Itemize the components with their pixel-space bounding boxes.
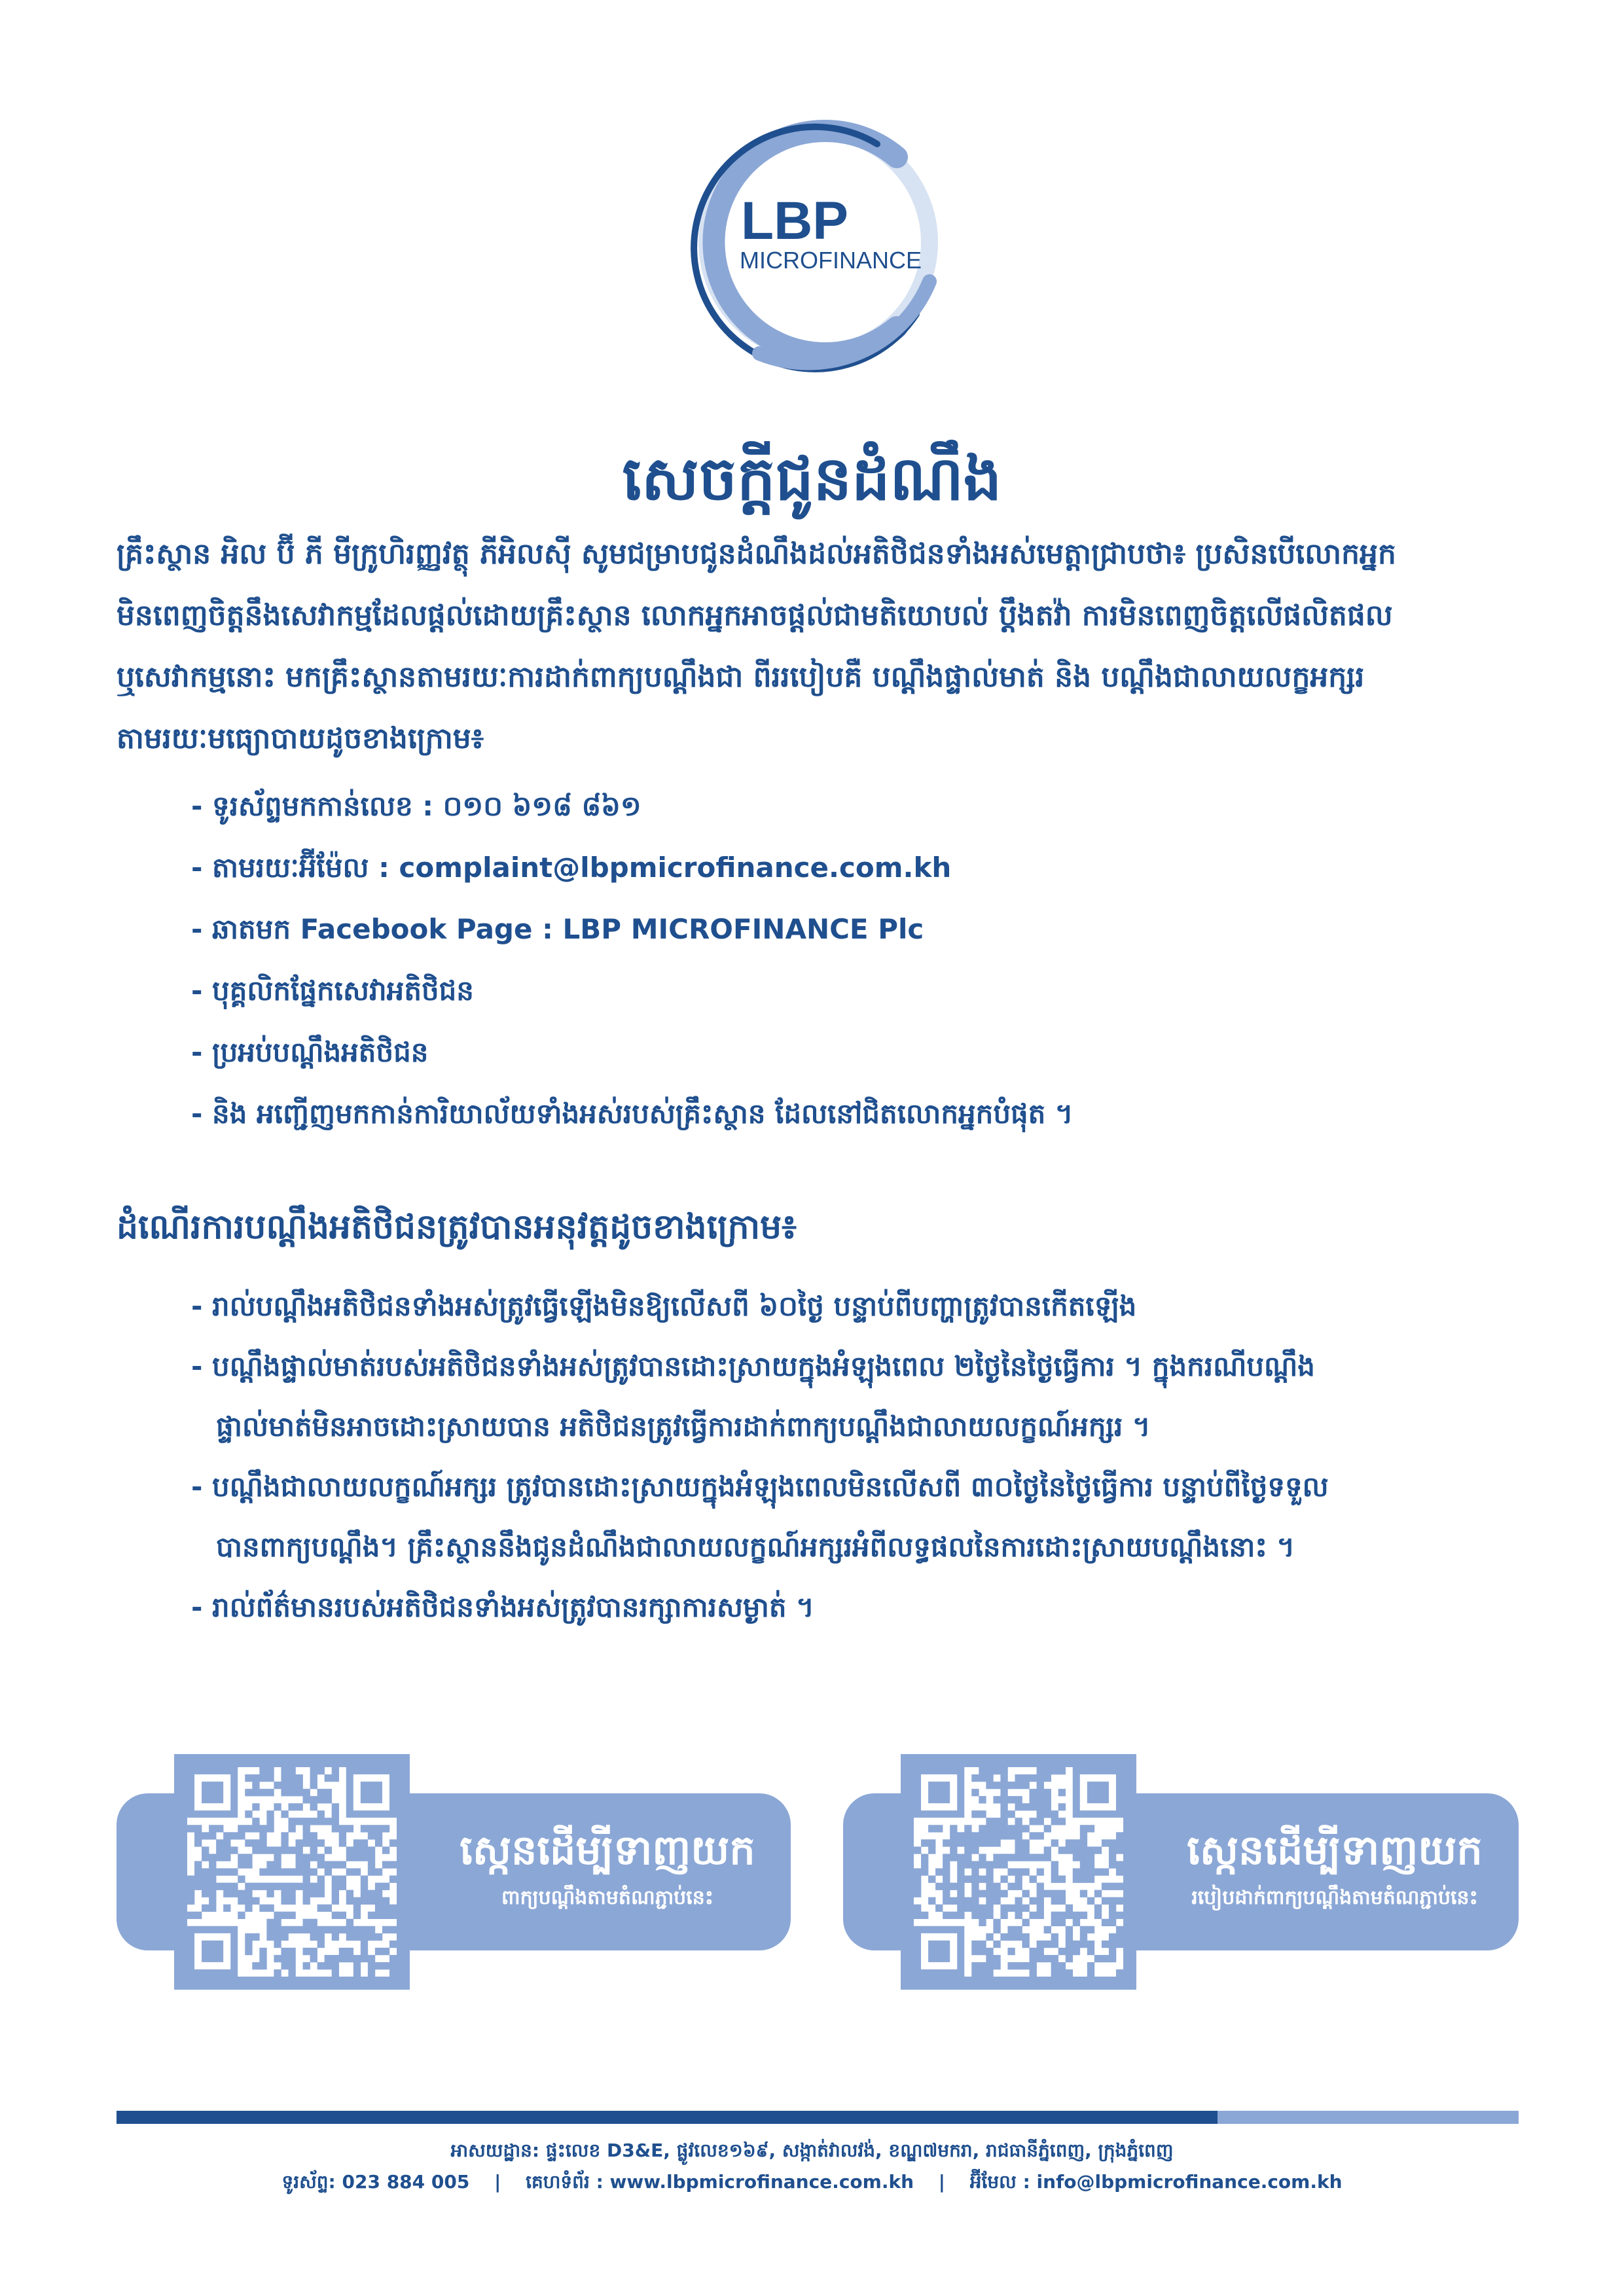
footer-address: អាសយដ្ឋាន: ផ្ទះលេខ D3&E, ផ្លូវលេខ១៦៩, សង្កាត់វាលវង់, ខណ្ឌ៧មករា, រាជធានីភ្នំពេញ, ក្រុងភ្នំពេញ	[450, 2140, 1174, 2161]
contact-channels-list	[191, 776, 1074, 1145]
process-item	[191, 1577, 1329, 1638]
process-item	[191, 1336, 1329, 1457]
intro-line: គ្រឹះស្ថាន អិល ប៊ី ភី មីក្រូហិរញ្ញវត្ថុ ភីអិលស៊ី សូមជម្រាបជូនដំណឹងដល់អតិថិជនទាំងអស់មេត្តាជ្រាបថា៖ ប្រសិនបើលោកអ្នក	[117, 537, 1396, 571]
qr-card-title: ស្កេនដើម្បីទាញយក	[1187, 1826, 1483, 1874]
contact-item-box: - ប្រអប់បណ្តឹងអតិថិជន	[191, 1036, 429, 1068]
contact-item-office: - និង អញ្ជើញមកកាន់ការិយាល័យទាំងអស់របស់គ្រឹះស្ថាន ដែលនៅជិតលោកអ្នកបំផុត ។	[191, 1098, 1074, 1130]
qr-card-complaint-form[interactable]	[117, 1754, 791, 1990]
qr-card-complaint-guide[interactable]	[843, 1754, 1519, 1990]
intro-line: មិនពេញចិត្តនឹងសេវាកម្មដែលផ្តល់ដោយគ្រឹះស្ថាន លោកអ្នកអាចផ្តល់ជាមតិយោបល់ ប្តឹងតវ៉ា ការមិនពេញចិត្តលើផលិតផល	[117, 599, 1393, 632]
logo-name: LBP	[741, 191, 848, 251]
process-item-line: - រាល់បណ្តឹងអតិថិជនទាំងអស់ត្រូវធ្វើឡើងមិនឱ្យលើសពី ៦០ថ្ងៃ បន្ទាប់ពីបញ្ហាត្រូវបានកើតឡើង	[191, 1290, 1137, 1322]
intro-line: តាមរយៈមធ្យោបាយដូចខាងក្រោម៖	[117, 722, 484, 755]
qr-code-icon[interactable]	[914, 1767, 1123, 1977]
qr-card-title: ស្កេនដើម្បីទាញយក	[460, 1826, 755, 1874]
footer-separator: |	[938, 2171, 945, 2193]
footer-contacts	[0, 2166, 1624, 2198]
process-item-line: បានពាក្យបណ្តឹង។ គ្រឹះស្ថាននឹងជូនដំណឹងជាលាយលក្ខណ៍អក្សរអំពីលទ្ធផលនៃការដោះស្រាយបណ្តឹងនោះ ។	[216, 1531, 1295, 1563]
footer-email[interactable]: អ៊ីមែល : info@lbpmicrofinance.com.kh	[969, 2171, 1343, 2193]
contact-item-staff: - បុគ្គលិកផ្នែកសេវាអតិថិជន	[191, 975, 474, 1007]
footer-divider-light	[1218, 2111, 1519, 2124]
contact-item-facebook: - ឆាតមក Facebook Page : LBP MICROFINANCE Plc	[191, 913, 924, 945]
logo-subtitle: MICROFINANCE	[740, 247, 922, 274]
page-title: សេចក្តីជូនដំណឹង	[622, 444, 1002, 514]
contact-item-email: - តាមរយៈអ៊ីម៉ែល : complaint@lbpmicrofinance.com.kh	[191, 852, 952, 884]
qr-card-subtitle: ពាក្យបណ្តឹងតាមតំណភ្ជាប់នេះ	[501, 1886, 713, 1909]
footer-divider-dark	[117, 2111, 1229, 2124]
footer-phone: ទូរស័ព្ទ: 023 884 005	[281, 2171, 470, 2193]
process-list	[191, 1276, 1329, 1638]
process-item-line: ផ្ទាល់មាត់មិនអាចដោះស្រាយបាន អតិថិជនត្រូវធ្វើការដាក់ពាក្យបណ្តឹងជាលាយលក្ខណ៍អក្សរ ។	[216, 1410, 1151, 1443]
process-item-line: - រាល់ព័ត៌មានរបស់អតិថិជនទាំងអស់ត្រូវបានរក្សាការសម្ងាត់ ។	[191, 1591, 814, 1623]
footer-separator: |	[494, 2171, 501, 2193]
process-item-line: - បណ្តឹងជាលាយលក្ខណ៍អក្សរ ត្រូវបានដោះស្រាយក្នុងអំឡុងពេលមិនលើសពី ៣០ថ្ងៃនៃថ្ងៃធ្វើការ បន្ទាប់ពីថ្ងៃទទួល	[191, 1471, 1329, 1503]
contact-item-phone: - ទូរស័ព្ទមកកាន់លេខ : ០១០ ៦១៨ ៨៦១	[191, 790, 641, 822]
process-item	[191, 1276, 1329, 1336]
process-item	[191, 1457, 1329, 1577]
process-item-line: - បណ្តឹងផ្ទាល់មាត់របស់អតិថិជនទាំងអស់ត្រូវបានដោះស្រាយក្នុងអំឡុងពេល ២ថ្ងៃនៃថ្ងៃធ្វើការ ។ ក្នុងករណីបណ្តឹង	[191, 1350, 1315, 1382]
process-heading: ដំណើរការបណ្តឹងអតិថិជនត្រូវបានអនុវត្តដូចខាងក្រោម៖	[117, 1208, 797, 1247]
footer-website[interactable]: គេហទំព័រ : www.lbpmicrofinance.com.kh	[526, 2171, 914, 2193]
intro-paragraph	[117, 524, 1524, 770]
lbp-logo	[681, 105, 956, 380]
qr-card-subtitle: របៀបដាក់ពាក្យបណ្តឹងតាមតំណភ្ជាប់នេះ	[1191, 1886, 1478, 1909]
intro-line: ឬសេវាកម្មនោះ មកគ្រឹះស្ថានតាមរយៈការដាក់ពាក្យបណ្តឹងជា ពីររបៀបគឺ បណ្តឹងផ្ទាល់មាត់ និង បណ្តឹងជាលាយលក្ខអក្សរ	[117, 660, 1365, 694]
qr-code-icon[interactable]	[187, 1767, 397, 1977]
